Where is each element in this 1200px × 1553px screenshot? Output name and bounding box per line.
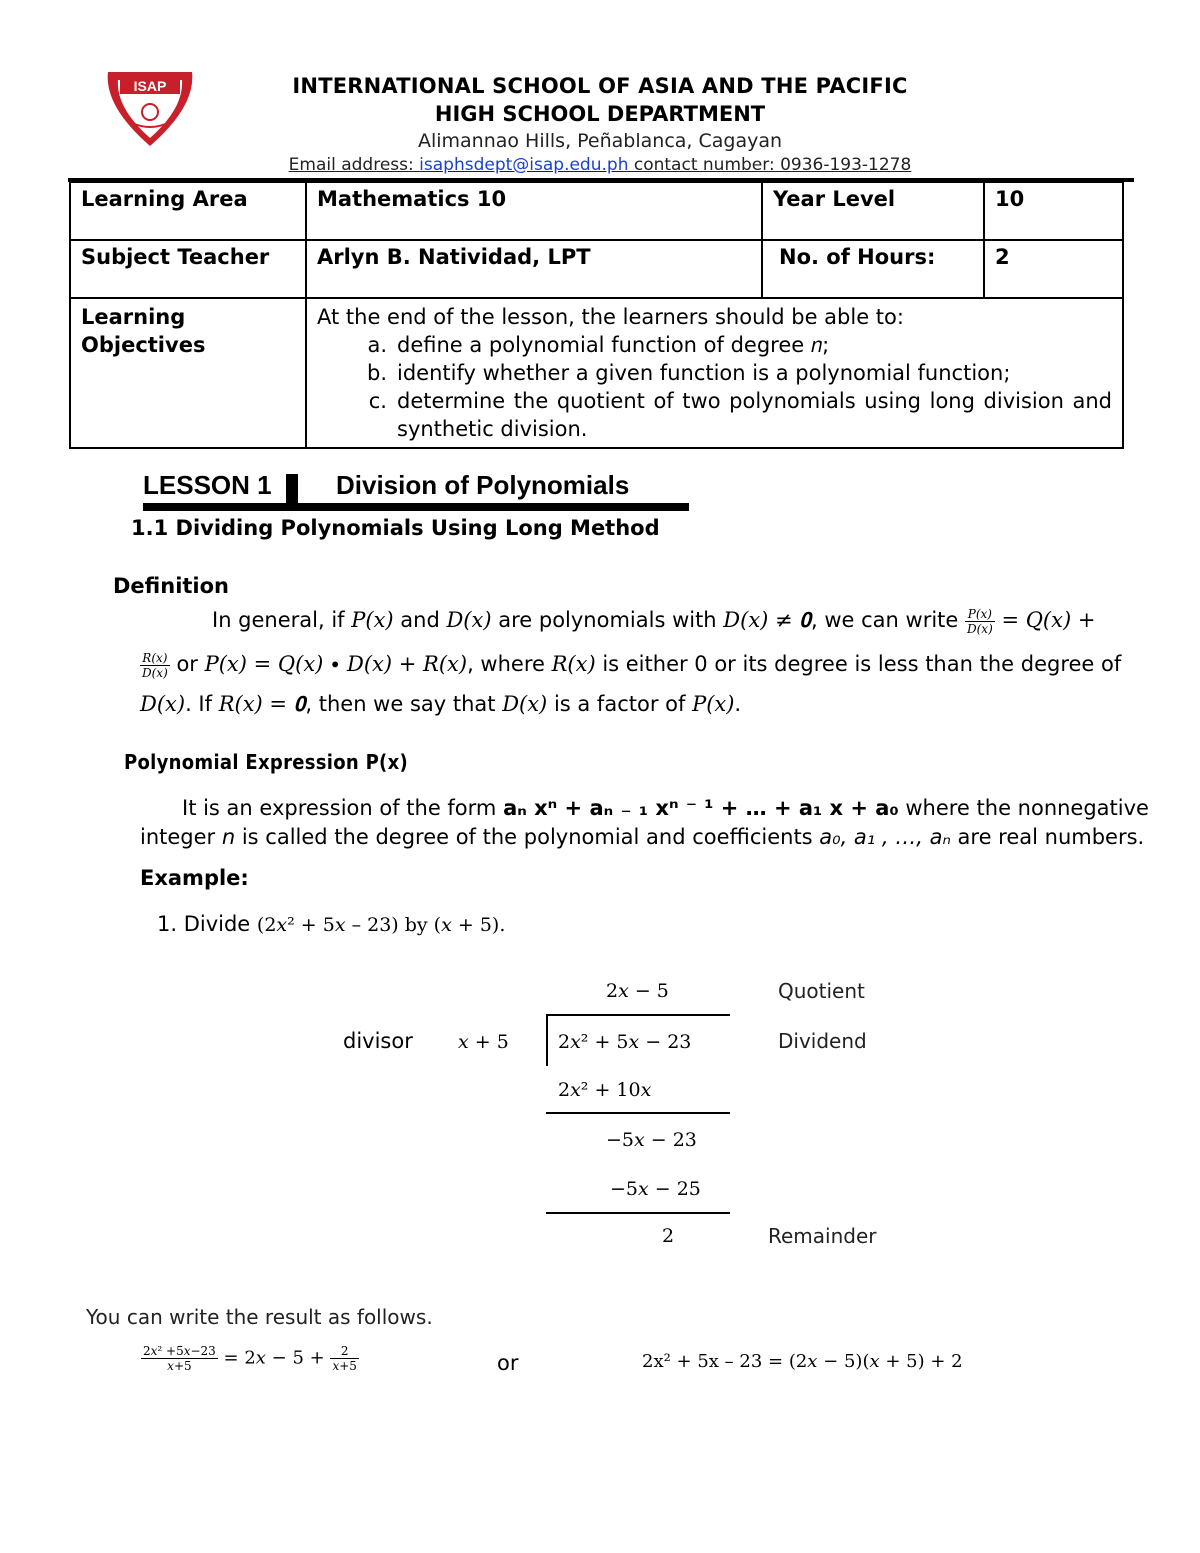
division-bracket <box>546 1014 548 1066</box>
hours-value: 2 <box>984 240 1123 298</box>
department-name: HIGH SCHOOL DEPARTMENT <box>434 102 766 126</box>
year-level-value: 10 <box>984 182 1123 240</box>
fraction-p-over-d: $\frac{\text{𝑃(𝑥)}}{\text{𝐷(𝑥)}}$ <box>967 606 993 636</box>
objectives-intro: At the end of the lesson, the learners should be able to: <box>317 305 904 329</box>
teacher-label: Subject Teacher <box>70 240 306 298</box>
definition-heading: Definition <box>113 574 230 598</box>
subtract-step-3: −5𝑥 − 25 <box>610 1178 701 1200</box>
subtract-step-2: −5𝑥 − 23 <box>606 1129 697 1151</box>
divisor-label: divisor <box>343 1029 413 1053</box>
dividend-label: Dividend <box>778 1029 867 1053</box>
objectives-cell <box>306 298 1123 448</box>
objectives-list <box>317 331 1112 443</box>
poly-expression-paragraph: It is an expression of the form aₙ xⁿ + aₙ ₋ ₁ xⁿ ⁻ ¹ + … + a₁ x + a₀ where the nonnegative integer n is called the degree of the polynomial and coefficients a₀, a₁ , …, aₙ are real numbers. <box>140 796 1149 849</box>
definition-paragraph: In general, if 𝑃(𝑥) and 𝐷(𝑥) are polynomials with 𝐷(𝑥) ≠ 𝟎, we can write $\frac{\text{𝑃(𝑥)}}{\text{𝐷(𝑥)}}$ = 𝑄(𝑥) + $\frac{\text{𝑅(𝑥)}}{\text{𝐷(𝑥)}}$ or 𝑃(𝑥) = 𝑄(𝑥) ∙ 𝐷(𝑥) + 𝑅(𝑥), where 𝑅(𝑥) is either 0 or its degree is less than the degree of 𝐷(𝑥). If 𝑅(𝑥) = 𝟎, then we say that 𝐷(𝑥) is a factor of 𝑃(𝑥). <box>140 606 1122 716</box>
quotient: 2𝑥 − 5 <box>606 980 669 1002</box>
list-item: b. identify whether a given function is a polynomial function; <box>366 361 1011 385</box>
info-table <box>69 181 1124 449</box>
email-label: Email address: <box>288 155 420 175</box>
learning-area-value: Mathematics 10 <box>306 182 762 240</box>
learning-area-label: Learning Area <box>70 182 306 240</box>
lesson-title: Division of Polynomials <box>336 470 630 500</box>
subtract-line-1 <box>546 1112 730 1114</box>
hours-label: No. of Hours: <box>762 240 984 298</box>
result-fraction-form: $\frac{\text{2𝑥² +5𝑥−23}}{\text{𝑥+5}}$ = 2𝑥 − 5 + $\frac{2}{\text{𝑥+5}}$ <box>143 1344 357 1373</box>
divisor: 𝑥 + 5 <box>458 1031 509 1053</box>
lesson-number: LESSON 1 <box>143 470 272 500</box>
lesson-subtitle: 1.1 Dividing Polynomials Using Long Method <box>131 516 660 540</box>
email-link[interactable]: isaphsdept@isap.edu.ph <box>419 155 629 175</box>
example-heading: Example: <box>140 866 249 890</box>
objectives-label: Learning Objectives <box>70 298 306 448</box>
contact-line <box>0 155 1200 175</box>
school-address: Alimannao Hills, Peñablanca, Cagayan <box>417 130 783 152</box>
school-name: INTERNATIONAL SCHOOL OF ASIA AND THE PACIFIC <box>292 74 908 98</box>
quotient-label: Quotient <box>778 979 865 1003</box>
list-item: a. define a polynomial function of degree 𝑛; <box>367 333 830 357</box>
result-product-form: 2x² + 5x – 23 = (2𝑥 − 5)(𝑥 + 5) + 2 <box>642 1351 963 1372</box>
lesson-underline <box>143 503 689 511</box>
dividend: 2𝑥² + 5𝑥 − 23 <box>558 1031 692 1053</box>
result-intro: You can write the result as follows. <box>86 1305 433 1329</box>
contact-number: contact number: 0936-193-1278 <box>628 155 912 175</box>
remainder: 2 <box>662 1225 675 1247</box>
result-or: or <box>497 1351 519 1375</box>
subtract-line-2 <box>546 1212 730 1214</box>
division-bar <box>546 1014 730 1016</box>
teacher-value: Arlyn B. Natividad, LPT <box>306 240 762 298</box>
poly-expression-heading: Polynomial Expression P(x) <box>124 750 409 774</box>
subtract-step-1: 2𝑥² + 10𝑥 <box>558 1079 652 1101</box>
year-level-label: Year Level <box>762 182 984 240</box>
remainder-label: Remainder <box>768 1224 877 1248</box>
example-item: 1. Divide (2𝑥² + 5𝑥 – 23) by (𝑥 + 5). <box>157 912 506 936</box>
list-item: c. determine the quotient of two polynomials using long division and synthetic division. <box>368 389 1112 441</box>
logo-text: ISAP <box>133 78 167 94</box>
fraction-r-over-d: $\frac{\text{𝑅(𝑥)}}{\text{𝐷(𝑥)}}$ <box>142 650 168 680</box>
